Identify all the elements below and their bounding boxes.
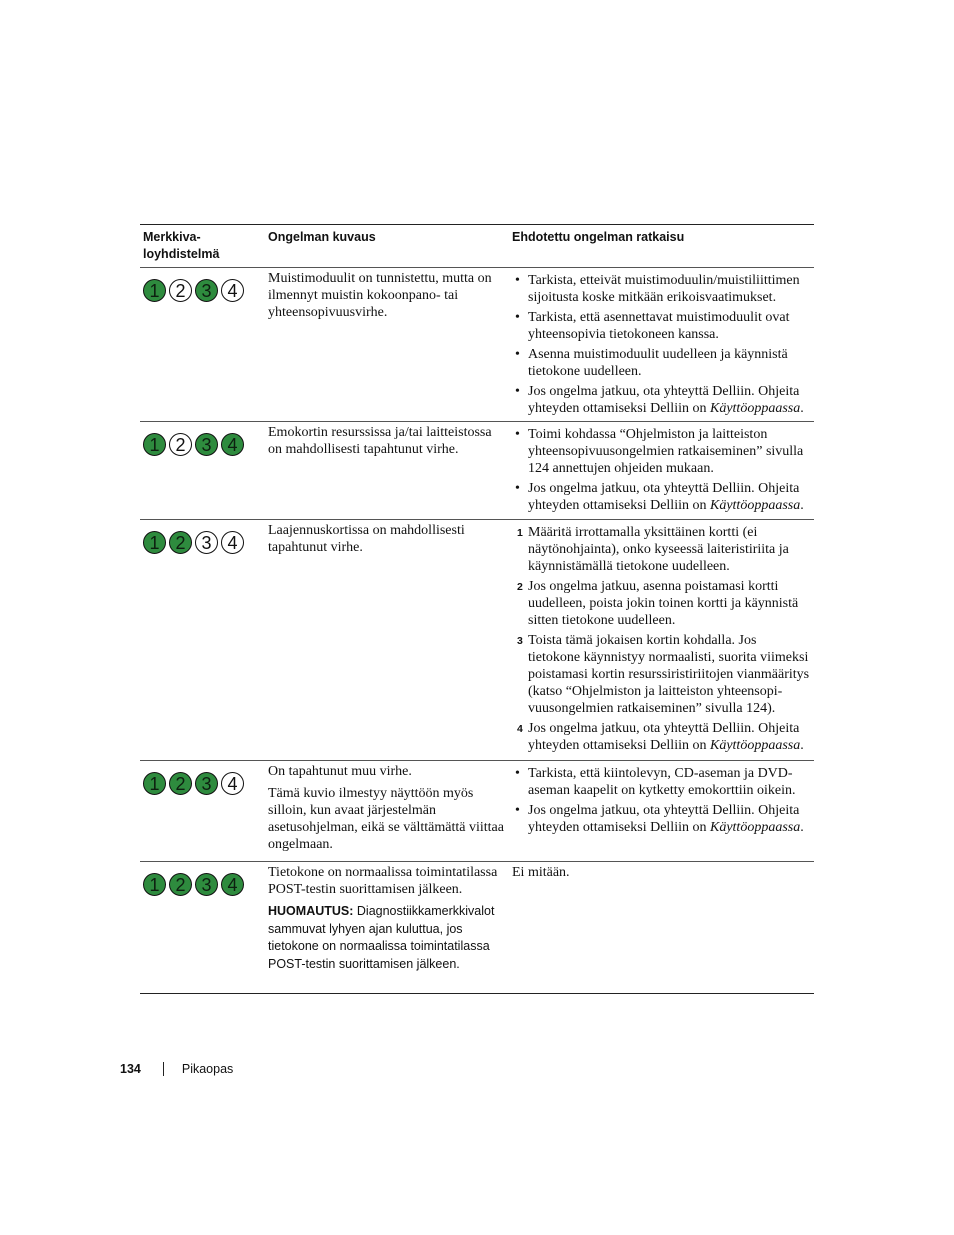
step-number: 3 — [517, 635, 523, 647]
diagnostic-lights — [143, 279, 261, 302]
table-row — [140, 421, 814, 519]
suggested-solution-cell — [512, 763, 812, 839]
manual-reference: Käyttöoppaassa — [709, 738, 801, 753]
solution-step — [512, 578, 812, 629]
solution-text: Tarkista, että asennettavat muistimoduulit ovat yhteensopivia tietokoneen kanssa. — [528, 310, 790, 342]
diagnostic-light-1-on-icon: 1 — [143, 279, 166, 302]
solution-text: Toimi kohdassa “Ohjelmiston ja laitteiston yhteensopivuusongelmien ratkaiseminen” sivulla 124 annettujen ohjeiden mukaan. — [528, 427, 804, 476]
light-pattern-cell — [143, 763, 261, 795]
solution-text-end: . — [800, 820, 804, 835]
diagnostic-lights — [143, 433, 261, 456]
light-pattern-cell — [143, 424, 261, 456]
solution-item — [512, 426, 812, 477]
header-light-pattern: Merkkiva- loyhdistelmä — [143, 230, 220, 261]
diagnostic-lights-table — [140, 224, 814, 994]
suggested-solution-cell — [512, 424, 812, 517]
header-suggested-solution: Ehdotettu ongelman ratkaisu — [512, 230, 685, 244]
manual-reference: Käyttöoppaassa — [709, 820, 801, 835]
step-number: 4 — [517, 723, 523, 735]
problem-description-text: Tämä kuvio ilmestyy näyttöön myös silloin, kun avaat järjestelmän asetusohjelman, eikä se välttämättä viittaa ongelmaan. — [268, 786, 504, 852]
table-header-row — [140, 225, 814, 267]
light-pattern-cell — [143, 270, 261, 302]
footer-divider — [163, 1062, 164, 1076]
solution-text: Jos ongelma jatkuu, ota yhteyttä Delliin. Ohjeita yhteyden ottamiseksi Delliin on — [528, 803, 800, 835]
problem-description-text: Laajennuskortissa on mahdollisesti tapahtunut virhe. — [268, 523, 465, 555]
solution-text: Ei mitään. — [512, 865, 570, 880]
solution-text: Jos ongelma jatkuu, ota yhteyttä Delliin. Ohjeita yhteyden ottamiseksi Delliin on — [528, 384, 800, 416]
diagnostic-light-4-on-icon: 4 — [221, 433, 244, 456]
note-text: Diagnostiikkamerkkivalot sammuvat lyhyen ajan kuluttua, jos tietokone on normaalissa toimintatilassa POST-testin suorittamisen jälkeen. — [268, 904, 495, 971]
solution-item — [512, 480, 812, 514]
table-row — [140, 861, 814, 993]
suggested-solution-cell — [512, 864, 812, 886]
solution-text: Jos ongelma jatkuu, ota yhteyttä Delliin. Ohjeita yhteyden ottamiseksi Delliin on — [528, 481, 800, 513]
problem-description-cell — [268, 763, 506, 858]
table-row — [140, 519, 814, 760]
diagnostic-light-1-on-icon: 1 — [143, 433, 166, 456]
solution-step — [512, 524, 812, 575]
problem-description-text: Tietokone on normaalissa toimintatilassa POST-testin suorittamisen jälkeen. — [268, 865, 498, 897]
table-row — [140, 267, 814, 421]
diagnostic-light-3-on-icon: 3 — [195, 433, 218, 456]
note-label: HUOMAUTUS: — [268, 904, 354, 918]
diagnostic-light-4-off-icon: 4 — [221, 531, 244, 554]
diagnostic-light-1-on-icon: 1 — [143, 772, 166, 795]
diagnostic-light-2-on-icon: 2 — [169, 772, 192, 795]
step-number: 1 — [517, 527, 523, 539]
solution-item — [512, 346, 812, 380]
step-number: 2 — [517, 581, 523, 593]
diagnostic-light-1-on-icon: 1 — [143, 873, 166, 896]
suggested-solution-cell — [512, 522, 812, 757]
diagnostic-light-1-on-icon: 1 — [143, 531, 166, 554]
problem-description-text: Emokortin resurssissa ja/tai laitteistossa on mahdollisesti tapahtunut virhe. — [268, 425, 492, 457]
page-footer — [120, 1062, 233, 1076]
solution-item — [512, 272, 812, 306]
solution-text-end: . — [800, 498, 804, 513]
diagnostic-light-3-on-icon: 3 — [195, 279, 218, 302]
solution-step — [512, 632, 812, 717]
solution-text: Jos ongelma jatkuu, ota yhteyttä Delliin. Ohjeita yhteyden ottamiseksi Delliin on — [528, 721, 800, 753]
solution-list — [512, 272, 812, 417]
solution-steps — [512, 524, 812, 754]
diagnostic-light-3-on-icon: 3 — [195, 873, 218, 896]
diagnostic-lights — [143, 531, 261, 554]
note — [268, 903, 506, 973]
diagnostic-light-4-off-icon: 4 — [221, 772, 244, 795]
solution-text: Määritä irrottamalla yksittäinen kortti (ei näytönohjainta), onko kyseessä laiteristiriita ja käynnistämällä tietokone uudelleen. — [528, 525, 789, 574]
diagnostic-light-4-off-icon: 4 — [221, 279, 244, 302]
solution-text: Toista tämä jokaisen kortin kohdalla. Jos tietokone käynnistyy normaalisti, suorita viimeksi poistamasi kortin resurssiristiriitojen vianmääritys (katso “Ohjelmiston ja laitteiston yhteensopi-vuusongelmien ratkaiseminen” sivulla 124). — [528, 633, 810, 716]
diagnostic-light-2-off-icon: 2 — [169, 279, 192, 302]
table-row — [140, 760, 814, 861]
solution-item — [512, 309, 812, 343]
solution-text-end: . — [800, 401, 804, 416]
manual-reference: Käyttöoppaassa — [709, 498, 801, 513]
problem-description-cell — [268, 270, 506, 326]
light-pattern-cell — [143, 864, 261, 896]
solution-list — [512, 765, 812, 836]
problem-description-text: On tapahtunut muu virhe. — [268, 764, 412, 779]
diagnostic-light-3-on-icon: 3 — [195, 772, 218, 795]
diagnostic-light-2-on-icon: 2 — [169, 873, 192, 896]
solution-item — [512, 383, 812, 417]
solution-item — [512, 802, 812, 836]
solution-text: Tarkista, etteivät muistimoduulin/muistiliittimen sijoitusta koske mitkään erikoisvaatimukset. — [528, 273, 800, 305]
problem-description-cell — [268, 424, 506, 463]
solution-item — [512, 765, 812, 799]
diagnostic-light-3-off-icon: 3 — [195, 531, 218, 554]
problem-description-text: Muistimoduulit on tunnistettu, mutta on ilmennyt muistin kokoonpano- tai yhteensopivuusvirhe. — [268, 271, 492, 320]
page-number: 134 — [120, 1062, 141, 1076]
diagnostic-lights — [143, 873, 261, 896]
problem-description-cell — [268, 864, 506, 973]
problem-description-cell — [268, 522, 506, 561]
solution-text: Tarkista, että kiintolevyn, CD-aseman ja DVD-aseman kaapelit on kytketty emokorttiin oikein. — [528, 766, 796, 798]
diagnostic-light-2-off-icon: 2 — [169, 433, 192, 456]
solution-step — [512, 720, 812, 754]
diagnostic-light-2-on-icon: 2 — [169, 531, 192, 554]
header-problem-description: Ongelman kuvaus — [268, 230, 376, 244]
light-pattern-cell — [143, 522, 261, 554]
solution-list — [512, 426, 812, 514]
document-title: Pikaopas — [181, 1062, 234, 1076]
solution-text: Jos ongelma jatkuu, asenna poistamasi kortti uudelleen, poista jokin toinen kortti ja käynnistä sitten tietokone uudelleen. — [528, 579, 799, 628]
solution-text: Asenna muistimoduulit uudelleen ja käynnistä tietokone uudelleen. — [528, 347, 788, 379]
solution-text-end: . — [800, 738, 804, 753]
manual-reference: Käyttöoppaassa — [709, 401, 801, 416]
diagnostic-lights — [143, 772, 261, 795]
diagnostic-light-4-on-icon: 4 — [221, 873, 244, 896]
table-body — [140, 267, 814, 993]
suggested-solution-cell — [512, 270, 812, 420]
